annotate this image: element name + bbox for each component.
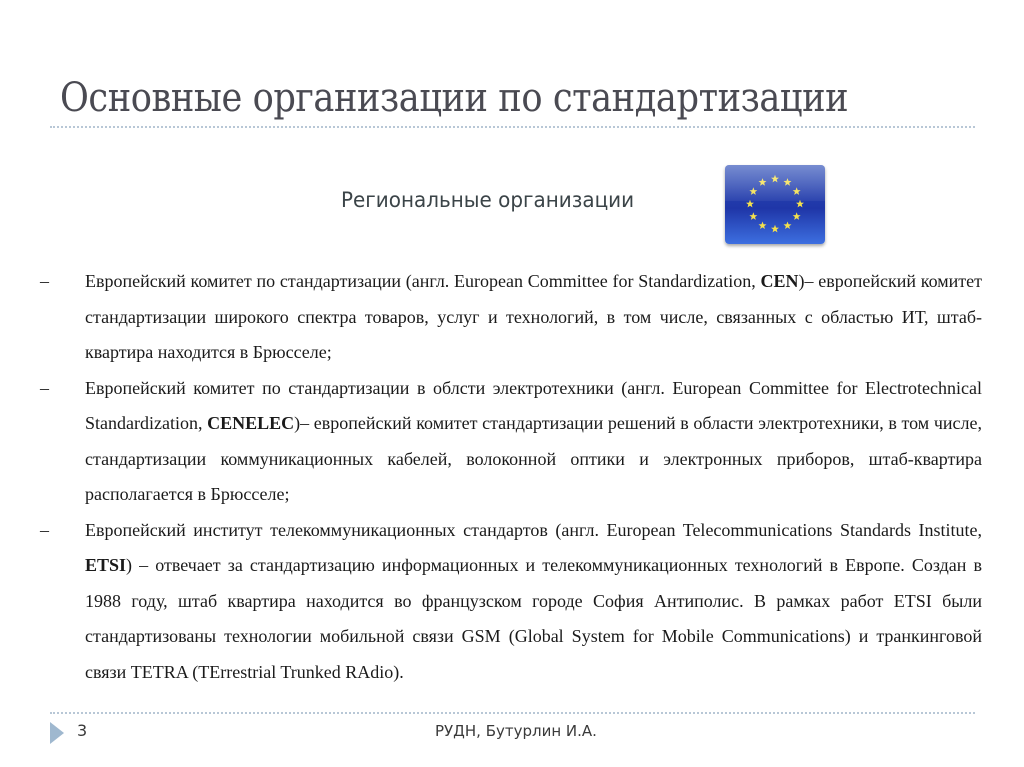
item-text-after: )– европейский комитет стандартизации широкого спектра товаров, услуг и технологий, в том числе, связанных с областью ИТ, штаб-квартира находится в Брюсселе; [85, 271, 982, 362]
item-text-after: ) – отвечает за стандартизацию информационных и телекоммуникационных технологий в Европе. Создан в 1988 году, штаб квартира находится во французском городе София Антиполис. В рамках работ ETSI были стандартизованы технологии мобильной связи GSM (Global System for Mobile Communications) и транкинговой связи TETRA (TErrestrial Trunked RAdio). [85, 555, 982, 682]
item-text-before: Европейский комитет по стандартизации (англ. European Committee for Standardization, [85, 271, 761, 291]
bullet-dash: – [40, 519, 49, 540]
item-text-after: )– европейский комитет стандартизации решений в области электротехники, в том числе, стандартизации коммуникационных кабелей, волоконной оптики и электронных приборов, штаб-квартира располагается в Брюсселе; [85, 413, 982, 504]
flag-gloss [725, 165, 825, 201]
slide-subtitle: Региональные организации [341, 188, 635, 212]
page-number: 3 [77, 721, 88, 740]
list-item-cenelec [40, 371, 982, 513]
title-divider [50, 126, 975, 128]
slide-title: Основные организации по стандартизации [60, 75, 849, 121]
item-text-before: Европейский институт телекоммуникационных стандартов (англ. European Telecommunications Standards Institute, [85, 519, 982, 540]
item-acronym: ETSI [85, 555, 127, 575]
list-item-etsi [40, 513, 982, 691]
bullet-dash: – [40, 377, 49, 398]
footer-divider [50, 712, 975, 714]
eu-flag-icon [725, 165, 825, 244]
list-item-cen [40, 264, 982, 371]
content-list [40, 264, 982, 690]
item-acronym: CENELEC [207, 413, 295, 433]
footer-arrow-icon [50, 722, 64, 744]
item-text-before: Европейский комитет по стандартизации в облсти электротехники (англ. European Committee for Electrotechnical Standardization, [85, 377, 982, 433]
footer-author: РУДН, Бутурлин И.А. [435, 722, 597, 740]
item-acronym: CEN [760, 271, 799, 291]
bullet-dash: – [40, 271, 49, 291]
